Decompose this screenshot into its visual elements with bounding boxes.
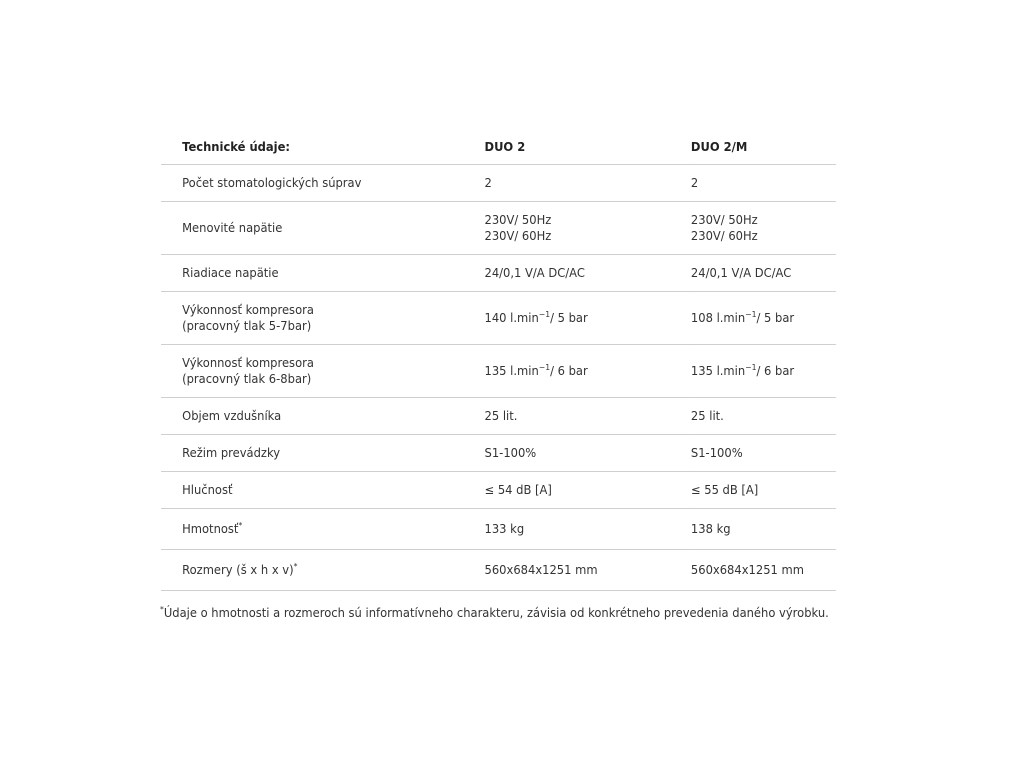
- superscript: −1: [745, 310, 757, 319]
- label-text: Režim prevádzky: [182, 446, 281, 460]
- value-duo-2: [485, 509, 691, 550]
- superscript: −1: [538, 363, 551, 372]
- value-duo-2m: [691, 398, 836, 435]
- header-duo-2: DUO 2: [485, 129, 691, 165]
- footnote-text: Údaje o hmotnosti a rozmeroch sú informatívneho charakteru, závisia od konkrétneho prevedenia daného výrobku.: [163, 606, 829, 620]
- value-text: 25 lit.: [484, 409, 518, 423]
- table-row: [161, 255, 836, 292]
- value-text: 135 l.min: [484, 364, 539, 378]
- label-line: (pracovný tlak 6-8bar): [182, 372, 312, 386]
- row-label: [161, 345, 485, 398]
- label-line: Výkonnosť kompresora: [182, 356, 314, 370]
- value-duo-2m: [691, 202, 836, 255]
- header-duo-2m: DUO 2/M: [691, 129, 836, 165]
- row-label: [161, 292, 485, 345]
- row-label: [161, 398, 485, 435]
- row-label: [161, 435, 485, 472]
- row-label: [161, 255, 485, 292]
- value-duo-2m: [691, 550, 836, 591]
- row-label: [161, 550, 485, 591]
- value-duo-2m: [691, 509, 836, 550]
- value-line: 230V/ 60Hz: [690, 229, 758, 243]
- value-text: 2: [690, 176, 699, 190]
- table-row: [161, 398, 836, 435]
- table-row: [161, 435, 836, 472]
- table-row: [161, 550, 836, 591]
- value-duo-2: [485, 550, 691, 591]
- row-label: [161, 472, 485, 509]
- label-text: Menovité napätie: [182, 221, 283, 235]
- value-duo-2: [485, 345, 691, 398]
- footnote-marker: *: [293, 562, 298, 571]
- value-duo-2m: [691, 345, 836, 398]
- value-duo-2: [485, 165, 691, 202]
- value-line: 230V/ 60Hz: [484, 229, 552, 243]
- value-text: 560x684x1251 mm: [690, 563, 804, 577]
- value-text: S1-100%: [484, 446, 537, 460]
- value-text: S1-100%: [690, 446, 743, 460]
- footnote: [160, 606, 829, 620]
- table-row: [161, 202, 836, 255]
- value-text: 24/0,1 V/A DC/AC: [690, 266, 792, 280]
- label-text: Rozmery (š x h x v): [182, 563, 294, 577]
- value-duo-2m: [691, 292, 836, 345]
- table-header-row: [161, 129, 836, 165]
- value-text: 135 l.min: [690, 364, 746, 378]
- table-row: [161, 345, 836, 398]
- value-duo-2m: [691, 472, 836, 509]
- value-duo-2: [485, 292, 691, 345]
- label-text: Počet stomatologických súprav: [182, 176, 362, 190]
- value-duo-2: [485, 398, 691, 435]
- table-row: [161, 472, 836, 509]
- superscript: −1: [538, 310, 551, 319]
- footnote-marker: *: [238, 521, 243, 530]
- value-text: / 5 bar: [756, 311, 795, 325]
- superscript: −1: [745, 363, 757, 372]
- value-text: 2: [484, 176, 492, 190]
- value-duo-2: [485, 435, 691, 472]
- value-duo-2m: [691, 165, 836, 202]
- label-text: Hmotnosť: [182, 522, 239, 536]
- label-text: Objem vzdušníka: [182, 409, 282, 423]
- header-parameter: Technické údaje:: [161, 129, 485, 165]
- row-label: [161, 165, 485, 202]
- label-text: Hlučnosť: [182, 483, 233, 497]
- row-label: [161, 509, 485, 550]
- value-text: / 6 bar: [550, 364, 588, 378]
- value-text: 25 lit.: [690, 409, 724, 423]
- row-label: [161, 202, 485, 255]
- value-text: 138 kg: [690, 522, 731, 536]
- value-text: 560x684x1251 mm: [484, 563, 598, 577]
- value-line: 230V/ 50Hz: [690, 213, 758, 227]
- value-text: 133 kg: [484, 522, 525, 536]
- label-line: Výkonnosť kompresora: [182, 303, 314, 317]
- value-text: 140 l.min: [484, 311, 539, 325]
- label-text: Riadiace napätie: [182, 266, 279, 280]
- value-text: ≤ 55 dB [A]: [690, 483, 759, 497]
- value-text: / 6 bar: [756, 364, 795, 378]
- value-text: 24/0,1 V/A DC/AC: [484, 266, 585, 280]
- value-duo-2m: [691, 255, 836, 292]
- value-duo-2m: [691, 435, 836, 472]
- value-duo-2: [485, 255, 691, 292]
- label-line: (pracovný tlak 5-7bar): [182, 319, 312, 333]
- value-duo-2: [485, 472, 691, 509]
- footnote-marker: *: [160, 605, 164, 614]
- table-row: [161, 509, 836, 550]
- value-line: 230V/ 50Hz: [484, 213, 552, 227]
- value-text: ≤ 54 dB [A]: [484, 483, 552, 497]
- value-text: / 5 bar: [550, 311, 588, 325]
- table-row: [161, 292, 836, 345]
- table-row: [161, 165, 836, 202]
- technical-specs-table: [161, 129, 836, 591]
- value-duo-2: [485, 202, 691, 255]
- value-text: 108 l.min: [690, 311, 746, 325]
